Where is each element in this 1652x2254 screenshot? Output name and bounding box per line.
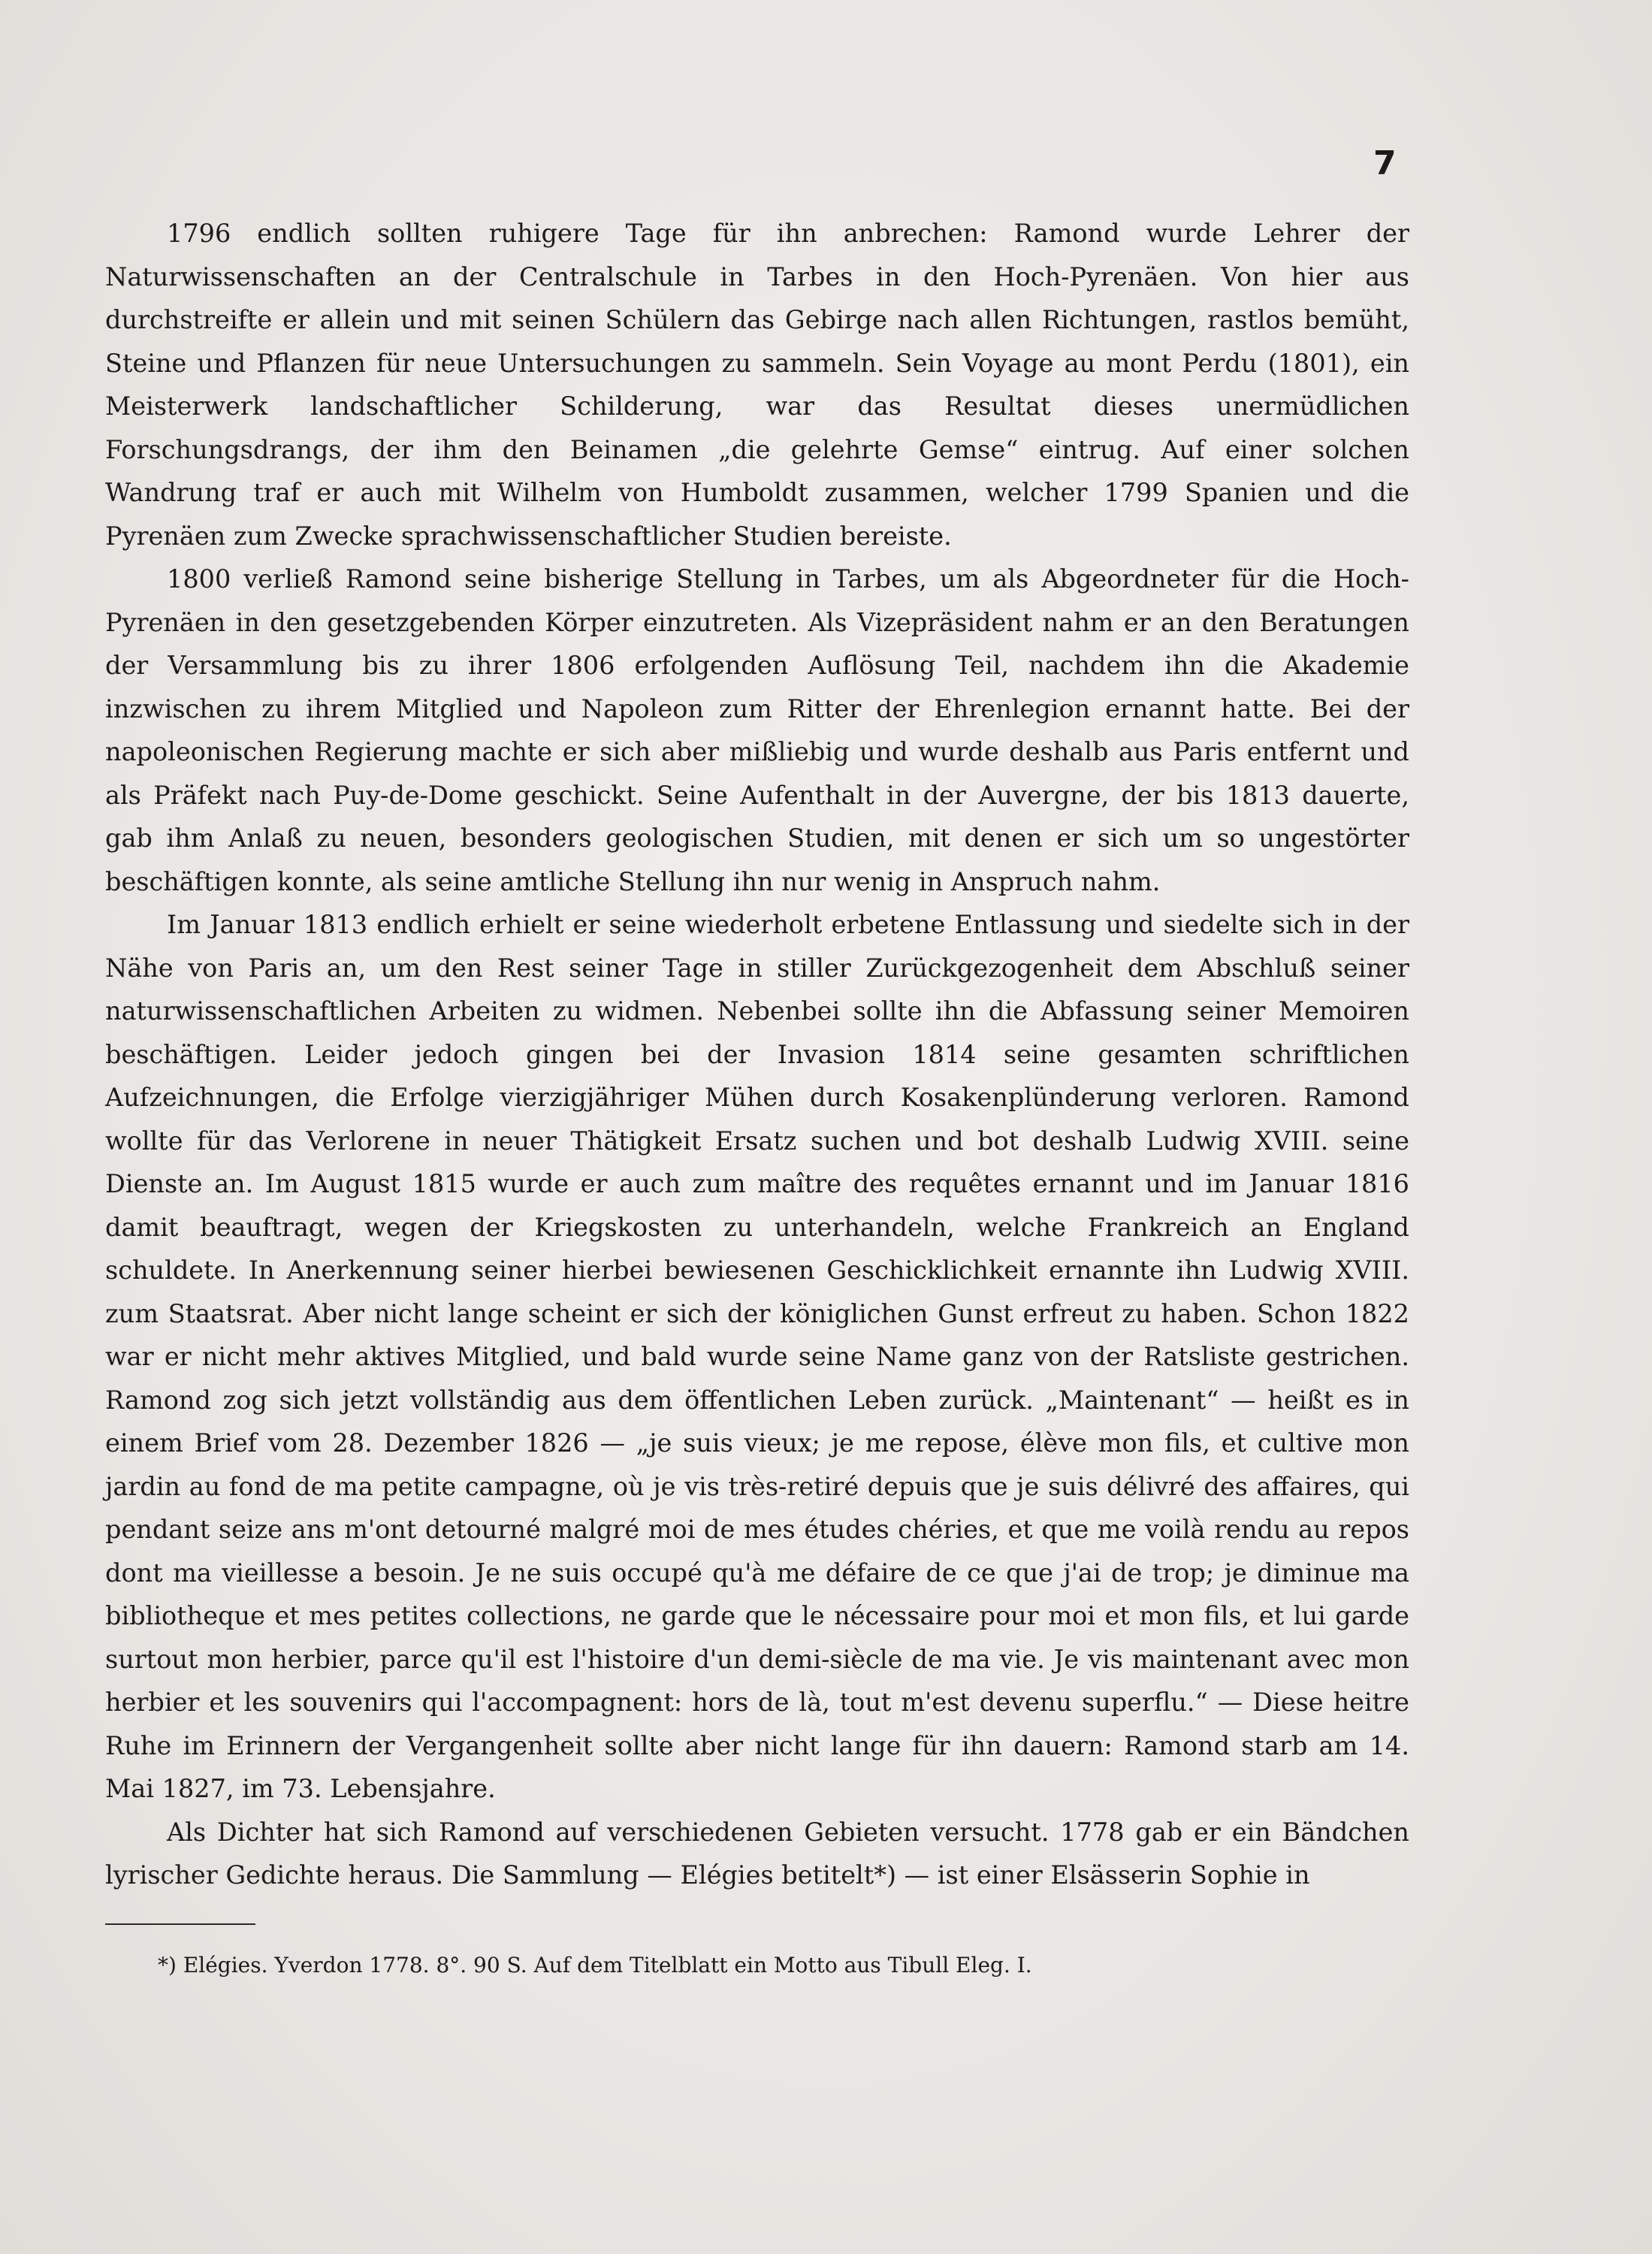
paragraph-2: 1800 verließ Ramond seine bisherige Stellung in Tarbes, um als Abgeordneter für die Hoch-Pyrenäen in den gesetzgebenden Körper einzutreten. Als Vizepräsident nahm er an den Beratungen der Versammlung bis zu ihrer 1806 erfolgenden Auflösung Teil, nachdem ihn die Akademie inzwischen zu ihrem Mitglied und Napoleon zum Ritter der Ehrenlegion ernannt hatte. Bei der napoleonischen Regierung machte er sich aber mißliebig und wurde deshalb aus Paris entfernt und als Präfekt nach Puy-de-Dome geschickt. Seine Aufenthalt in der Auvergne, der bis 1813 dauerte, gab ihm Anlaß zu neuen, besonders geologischen Studien, mit denen er sich um so ungestörter beschäftigen konnte, als seine amtliche Stellung ihn nur wenig in Anspruch nahm.: [105, 564, 1409, 896]
footnote: *) Elégies. Yverdon 1778. 8°. 90 S. Auf dem Titelblatt ein Motto aus Tibull Eleg. I.: [158, 1953, 1032, 1978]
paragraph-4: Als Dichter hat sich Ramond auf verschiedenen Gebieten versucht. 1778 gab er ein Bändchen lyrischer Gedichte heraus. Die Sammlung — Elégies betitelt*) — ist einer Elsässerin Sophie in: [105, 1817, 1409, 1890]
paragraph-3: Im Januar 1813 endlich erhielt er seine wiederholt erbetene Entlassung und siedelte sich in der Nähe von Paris an, um den Rest seiner Tage in stiller Zurückgezogenheit dem Abschluß seiner naturwissenschaftlichen Arbeiten zu widmen. Nebenbei sollte ihn die Abfassung seiner Memoiren beschäftigen. Leider jedoch gingen bei der Invasion 1814 seine gesamten schriftlichen Aufzeichnungen, die Erfolge vierzigjähriger Mühen durch Kosakenplünderung verloren. Ramond wollte für das Verlorene in neuer Thätigkeit Ersatz suchen und bot deshalb Ludwig XVIII. seine Dienste an. Im August 1815 wurde er auch zum maître des requêtes ernannt und im Januar 1816 damit beauftragt, wegen der Kriegskosten zu unterhandeln, welche Frankreich an England schuldete. In Anerkennung seiner hierbei bewiesenen Geschicklichkeit ernannte ihn Ludwig XVIII. zum Staatsrat. Aber nicht lange scheint er sich der königlichen Gunst erfreut zu haben. Schon 1822 war er nicht mehr aktives Mitglied, und bald wurde seine Name ganz von der Ratsliste gestrichen. Ramond zog sich jetzt vollständig aus dem öffentlichen Leben zurück. „Maintenant“ — heißt es in einem Brief vom 28. Dezember 1826 — „je suis vieux; je me repose, élève mon fils, et cultive mon jardin au fond de ma petite campagne, où je vis très-retiré depuis que je suis délivré des affaires, qui pendant seize ans m'ont detourné malgré moi de mes études chéries, et que me voilà rendu au repos dont ma vieillesse a besoin. Je ne suis occupé qu'à me défaire de ce que j'ai de trop; je diminue ma bibliotheque et mes petites collections, ne garde que le nécessaire pour moi et mon fils, et lui garde surtout mon herbier, parce qu'il est l'histoire d'un demi-siècle de ma vie. Je vis maintenant avec mon herbier et les souvenirs qui l'accompagnent: hors de là, tout m'est devenu superflu.“ — Diese heitre Ruhe im Erinnern der Vergangenheit sollte aber nicht lange für ihn dauern: Ramond starb am 14. Mai 1827, im 73. Lebensjahre.: [105, 910, 1409, 1803]
paragraph-1: 1796 endlich sollten ruhigere Tage für ihn anbrechen: Ramond wurde Lehrer der Naturwissenschaften an der Centralschule in Tarbes in den Hoch-Pyrenäen. Von hier aus durchstreifte er allein und mit seinen Schülern das Gebirge nach allen Richtungen, rastlos bemüht, Steine und Pflanzen für neue Untersuchungen zu sammeln. Sein Voyage au mont Perdu (1801), ein Meisterwerk landschaftlicher Schilderung, war das Resultat dieses unermüdlichen Forschungsdrangs, der ihm den Beinamen „die gelehrte Gemse“ eintrug. Auf einer solchen Wandrung traf er auch mit Wilhelm von Humboldt zusammen, welcher 1799 Spanien und die Pyrenäen zum Zwecke sprachwissenschaftlicher Studien bereiste.: [105, 219, 1409, 551]
body-text: [105, 212, 1409, 1897]
page-number: 7: [1373, 144, 1397, 183]
footnote-divider: [105, 1923, 255, 1925]
